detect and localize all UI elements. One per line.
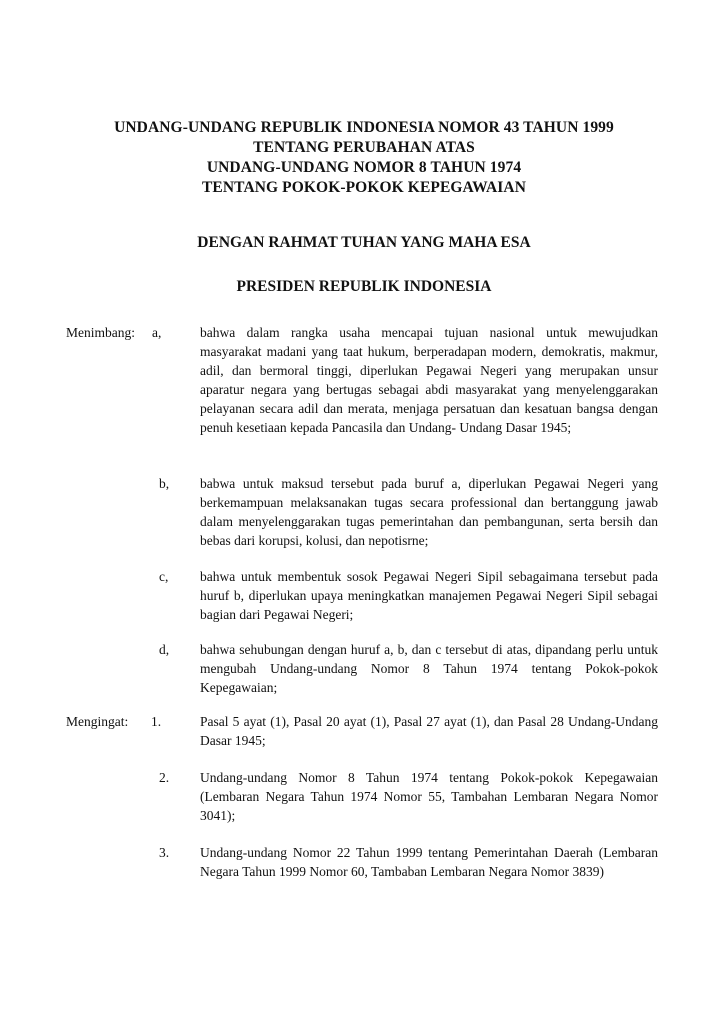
- mengingat-item-3: Undang-undang Nomor 22 Tahun 1999 tentang Pemerintahan Daerah (Lembaran Negara Tahun 1999 Nomor 60, Tambaban Lembaran Negara Nomor 3839): [200, 845, 658, 879]
- menimbang-item-a: bahwa dalam rangka usaha mencapai tujuan nasional untuk mewujudkan masyarakat madani yang taat hukum, berperadapan modern, demokratis, makmur, adil, dan bermoral tinggi, diperlukan Pegawai Negeri yang merupakan unsur aparatur negara yang bertugas sebagai abdi masyarakat yang menyelenggarakan pelayanan secara adil dan merata, menjaga persatuan dan kesatuan bangsa dengan penuh kesetiaan kepada Pancasila dan Undang- Undang Dasar 1945;: [200, 325, 658, 435]
- mengingat-label: Mengingat:: [66, 714, 129, 729]
- title-line-1: UNDANG-UNDANG REPUBLIK INDONESIA NOMOR 43 TAHUN 1999: [114, 119, 614, 136]
- preamble-heading: DENGAN RAHMAT TUHAN YANG MAHA ESA: [197, 234, 531, 251]
- menimbang-item-c: bahwa untuk membentuk sosok Pegawai Negeri Sipil sebagaimana tersebut pada huruf b, diperlukan upaya meningkatkan manajemen Pegawai Negeri Sipil sebagai bagian dari Pegawai Negeri;: [200, 569, 658, 622]
- menimbang-marker-c: c,: [159, 569, 169, 584]
- mengingat-marker-3: 3.: [159, 845, 170, 860]
- president-heading: PRESIDEN REPUBLIK INDONESIA: [236, 278, 492, 295]
- document-title: [0, 118, 728, 198]
- title-line-3: UNDANG-UNDANG NOMOR 8 TAHUN 1974: [206, 159, 522, 176]
- mengingat-marker-1: 1.: [151, 714, 162, 729]
- menimbang-item-d: bahwa sehubungan dengan huruf a, b, dan c tersebut di atas, dipandang perlu untuk mengubah Undang-undang Nomor 8 Tahun 1974 tentang Pokok-pokok Kepegawaian;: [200, 642, 658, 695]
- title-line-4: TENTANG POKOK-POKOK KEPEGAWAIAN: [201, 179, 527, 196]
- menimbang-marker-a: a,: [152, 325, 162, 340]
- mengingat-item-2: Undang-undang Nomor 8 Tahun 1974 tentang Pokok-pokok Kepegawaian (Lembaran Negara Tahun 1974 Nomor 55, Tambahan Lembaran Negara Nomor 3041);: [200, 770, 658, 823]
- menimbang-item-b: babwa untuk maksud tersebut pada buruf a, diperlukan Pegawai Negeri yang berkemampuan melaksanakan tugas secara professional dan bertanggung jawab dalam menyelenggarakan tugas pemerintahan dan pembangunan, serta bersih dan bebas dari korupsi, kolusi, dan nepotisrne;: [200, 476, 658, 548]
- menimbang-label: Menimbang:: [66, 325, 135, 340]
- mengingat-marker-2: 2.: [159, 770, 170, 785]
- mengingat-item-1: Pasal 5 ayat (1), Pasal 20 ayat (1), Pasal 27 ayat (1), dan Pasal 28 Undang-Undang Dasar 1945;: [200, 714, 658, 748]
- menimbang-marker-d: d,: [159, 642, 170, 657]
- menimbang-marker-b: b,: [159, 476, 170, 491]
- title-line-2: TENTANG PERUBAHAN ATAS: [253, 139, 475, 156]
